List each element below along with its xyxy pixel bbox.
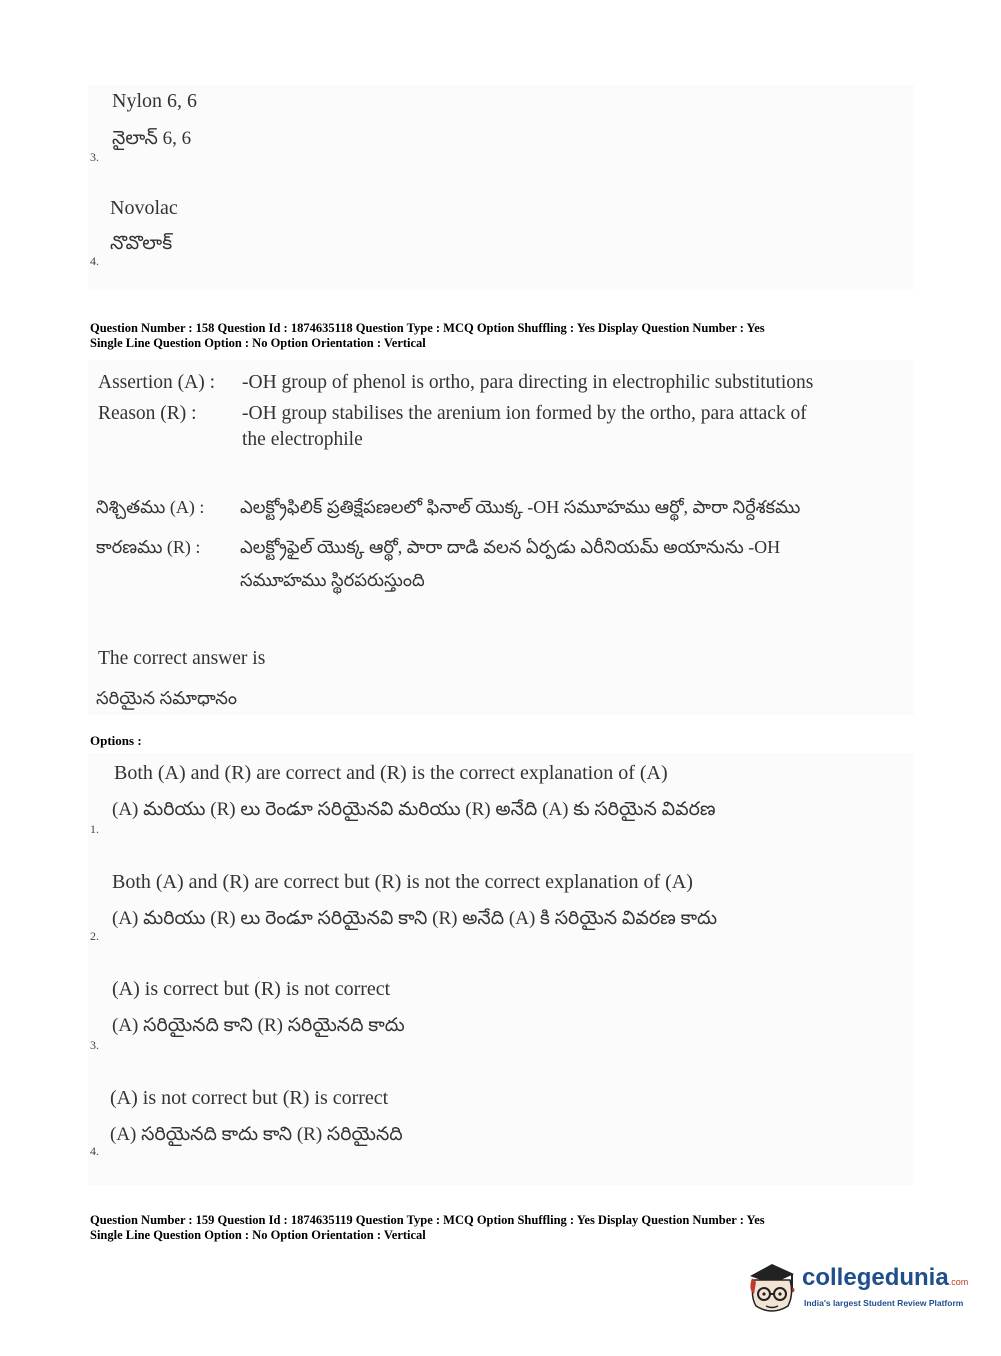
- reason-label: Reason (R) :: [98, 403, 197, 424]
- prev-option-4-te: నొవొలాక్: [110, 233, 173, 254]
- q158-meta-line1: Question Number : 158 Question Id : 1874635118 Question Type : MCQ Option Shuffling : Yes Display Question Number : Yes: [90, 321, 765, 335]
- prev-option-3-te: నైలాన్ 6, 6: [112, 128, 192, 149]
- option-2-number: 2.: [90, 929, 99, 943]
- option-4-number: 4.: [90, 1144, 99, 1158]
- q159-meta-line1: Question Number : 159 Question Id : 1874635119 Question Type : MCQ Option Shuffling : Yes Display Question Number : Yes: [90, 1213, 765, 1227]
- reason-text-line1: -OH group stabilises the arenium ion formed by the ortho, para attack of: [242, 403, 807, 424]
- option-1-te: (A) మరియు (R) లు రెండూ సరియైనవి మరియు (R) అనేది (A) కు సరియైన వివరణ: [112, 799, 716, 820]
- collegedunia-logo: [742, 1256, 972, 1318]
- mascot-icon: [742, 1256, 804, 1318]
- options-label: Options :: [90, 733, 142, 748]
- logo-brand: [802, 1264, 968, 1292]
- prev-option-4-number: 4.: [90, 254, 99, 268]
- option-3-en: (A) is correct but (R) is not correct: [112, 978, 391, 1000]
- q158-meta-line2: Single Line Question Option : No Option Orientation : Vertical: [90, 336, 426, 350]
- option-4-en: (A) is not correct but (R) is correct: [110, 1087, 389, 1109]
- option-2-te: (A) మరియు (R) లు రెండూ సరియైనవి కాని (R) అనేది (A) కి సరియైన వివరణ కాదు: [112, 908, 718, 929]
- option-1-en: Both (A) and (R) are correct and (R) is the correct explanation of (A): [114, 762, 668, 784]
- logo-brand-name: collegedunia: [802, 1264, 949, 1291]
- q159-meta-line2: Single Line Question Option : No Option Orientation : Vertical: [90, 1228, 426, 1242]
- te-reason-text-line2: సమూహము స్థిరపరుస్తుంది: [240, 570, 425, 590]
- te-reason-text-line1: ఎలక్ట్రోఫైల్ యొక్క ఆర్థో, పారా దాడి వలన ఏర్పడు ఎరీనియమ్ అయానును -OH: [240, 537, 781, 557]
- option-1-number: 1.: [90, 822, 99, 836]
- prev-option-3-number: 3.: [90, 150, 99, 164]
- logo-tagline: India's largest Student Review Platform: [804, 1298, 964, 1308]
- option-3-number: 3.: [90, 1038, 99, 1052]
- prev-options-block: [88, 85, 914, 290]
- correct-answer-en: The correct answer is: [98, 648, 266, 669]
- te-assertion-label: నిశ్చితము (A) :: [96, 497, 205, 517]
- te-reason-label: కారణము (R) :: [96, 537, 201, 557]
- option-3-te: (A) సరియైనది కాని (R) సరియైనది కాదు: [112, 1015, 405, 1036]
- reason-text-line2: the electrophile: [242, 429, 363, 450]
- prev-option-3-en: Nylon 6, 6: [112, 90, 197, 112]
- prev-option-4-en: Novolac: [110, 197, 178, 219]
- correct-answer-te: సరియైన సమాధానం: [96, 688, 237, 708]
- logo-brand-suffix: .com: [948, 1277, 969, 1287]
- assertion-label: Assertion (A) :: [98, 372, 215, 393]
- option-2-en: Both (A) and (R) are correct but (R) is not the correct explanation of (A): [112, 871, 693, 893]
- te-assertion-text: ఎలక్ట్రోఫిలిక్ ప్రతిక్షేపణలలో ఫినాల్ యొక్క -OH సమూహము ఆర్థో, పారా నిర్దేశకము: [240, 497, 801, 517]
- assertion-text: -OH group of phenol is ortho, para directing in electrophilic substitutions: [242, 372, 814, 393]
- option-4-te: (A) సరియైనది కాదు కాని (R) సరియైనది: [110, 1124, 403, 1145]
